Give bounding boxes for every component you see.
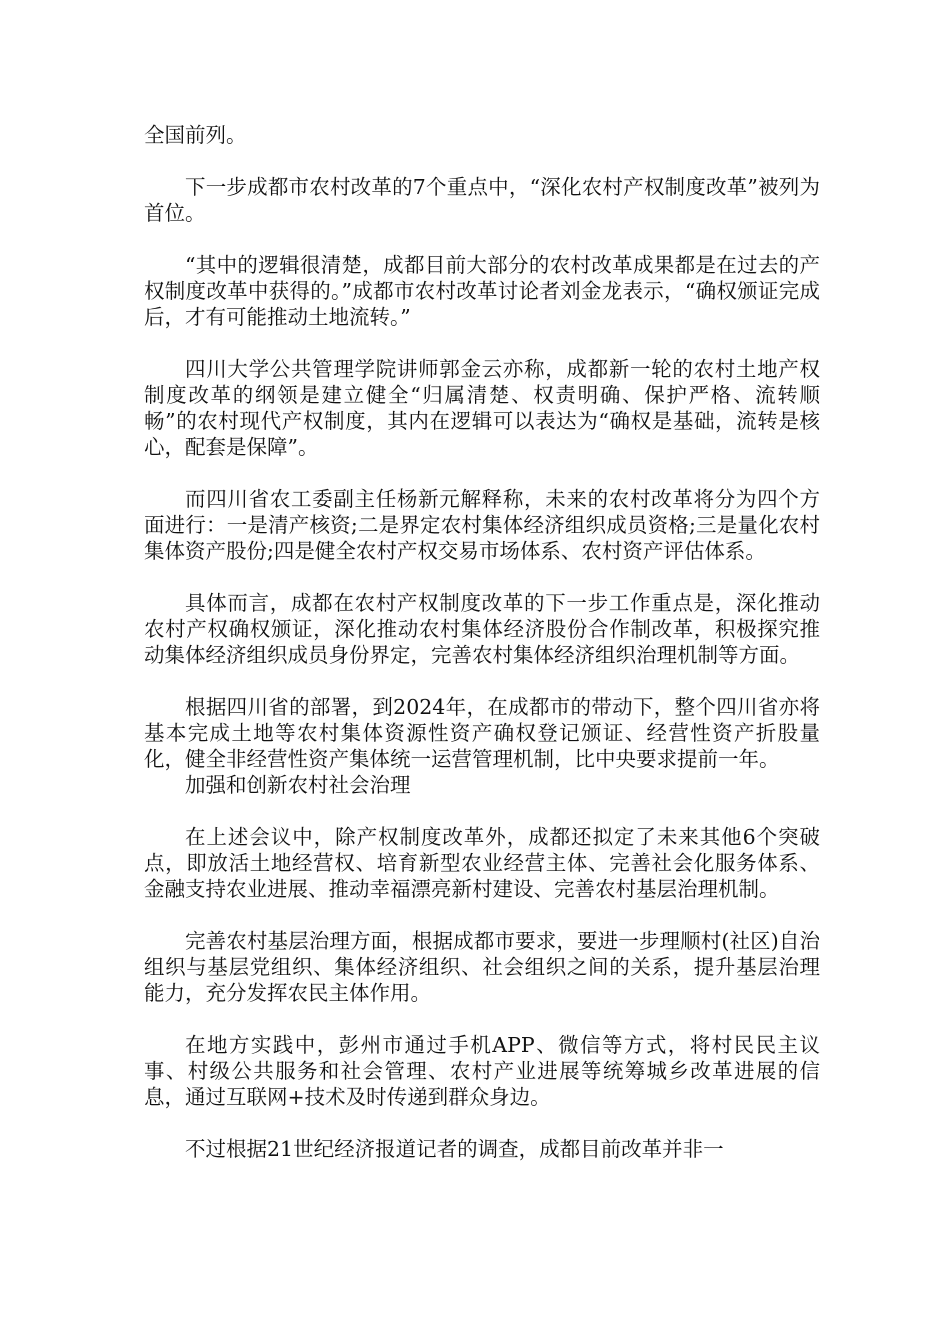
paragraph-2: 下一步成都市农村改革的7个重点中，“深化农村产权制度改革”被列为首位。 [144, 175, 820, 225]
paragraph-8: 在上述会议中，除产权制度改革外，成都还拟定了未来其他6个突破点，即放活土地经营权、培育新型农业经营主体、完善社会化服务体系、金融支持农业进展、推动幸福漂亮新村建设、完善农村基层治理机制。 [144, 825, 820, 901]
paragraph-9: 完善农村基层治理方面，根据成都市要求，要进一步理顺村(社区)自治组织与基层党组织、集体经济组织、社会组织之间的关系，提升基层治理能力，充分发挥农民主体作用。 [144, 929, 820, 1005]
paragraph-10: 在地方实践中，彭州市通过手机APP、微信等方式，将村民民主议事、村级公共服务和社会管理、农村产业进展等统筹城乡改革进展的信息，通过互联网+技术及时传递到群众身边。 [144, 1033, 820, 1109]
paragraph-5: 而四川省农工委副主任杨新元解释称，未来的农村改革将分为四个方面进行：一是清产核资;二是界定农村集体经济组织成员资格;三是量化农村集体资产股份;四是健全农村产权交易市场体系、农村资产评估体系。 [144, 487, 820, 563]
paragraph-3: “其中的逻辑很清楚，成都目前大部分的农村改革成果都是在过去的产权制度改革中获得的。”成都市农村改革讨论者刘金龙表示，“确权颁证完成后，才有可能推动土地流转。” [144, 253, 820, 329]
paragraph-4: 四川大学公共管理学院讲师郭金云亦称，成都新一轮的农村土地产权制度改革的纲领是建立健全“归属清楚、权责明确、保护严格、流转顺畅”的农村现代产权制度，其内在逻辑可以表达为“确权是基础，流转是核心，配套是保障”。 [144, 357, 820, 459]
section-heading: 加强和创新农村社会治理 [185, 773, 411, 797]
paragraph-6: 具体而言，成都在农村产权制度改革的下一步工作重点是，深化推动农村产权确权颁证，深化推动农村集体经济股份合作制改革，积极探究推动集体经济组织成员身份界定，完善农村集体经济组织治理机制等方面。 [144, 591, 820, 667]
paragraph-1: 全国前列。 [144, 123, 247, 147]
paragraph-11: 不过根据21世纪经济报道记者的调查，成都目前改革并非一 [185, 1137, 724, 1161]
document-body [144, 122, 820, 1188]
paragraph-7: 根据四川省的部署，到2024年，在成都市的带动下，整个四川省亦将基本完成土地等农村集体资源性资产确权登记颁证、经营性资产折股量化，健全非经营性资产集体统一运营管理机制，比中央要求提前一年。 [144, 695, 820, 771]
